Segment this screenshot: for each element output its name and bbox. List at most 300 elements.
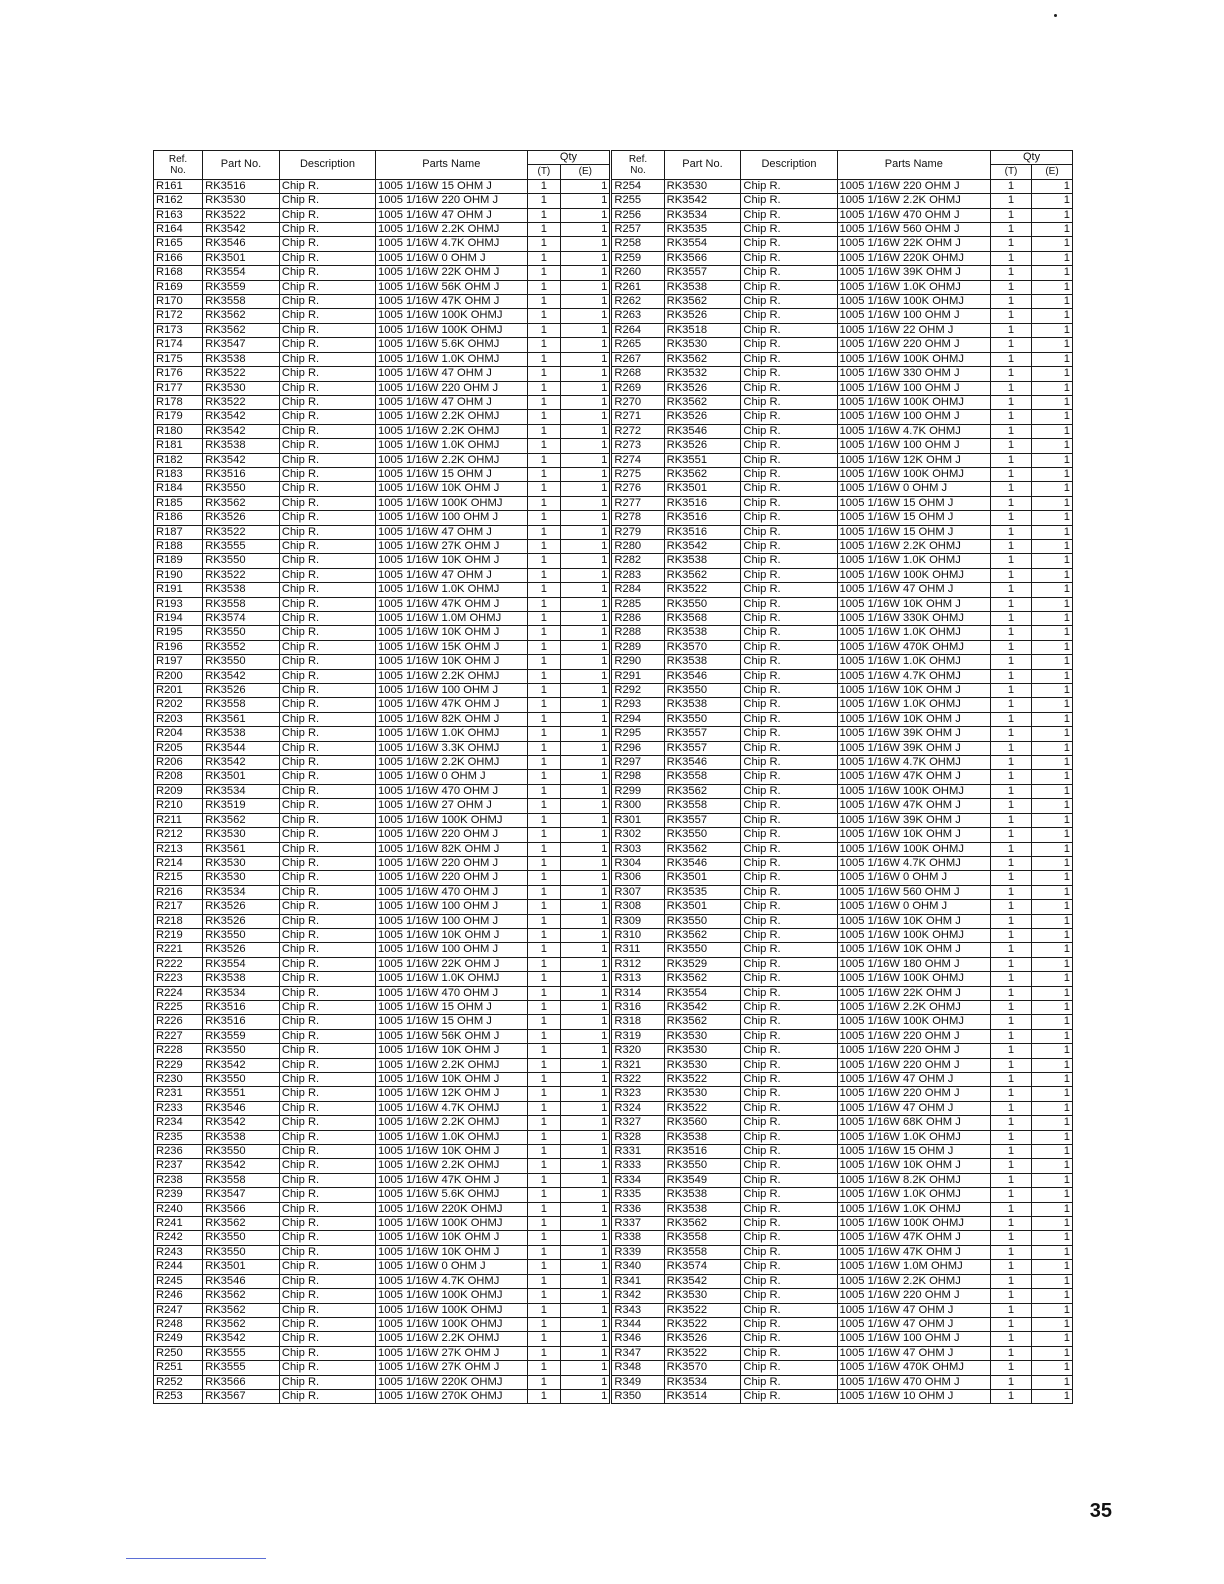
table-row xyxy=(154,1101,1073,1115)
qty-t-cell-left: 1 xyxy=(527,813,561,827)
description-cell-left: Chip R. xyxy=(279,453,375,467)
qty-t-cell-right: 1 xyxy=(991,943,1032,957)
ref-no-cell-left: R219 xyxy=(154,928,203,942)
table-row xyxy=(154,640,1073,654)
qty-t-cell-right: 1 xyxy=(991,655,1032,669)
part-no-cell-right: RK3546 xyxy=(664,424,741,438)
part-no-cell-left: RK3547 xyxy=(203,338,280,352)
qty-e-cell-right: 1 xyxy=(1031,1217,1072,1231)
part-no-cell-left: RK3538 xyxy=(203,352,280,366)
qty-e-cell-left: 1 xyxy=(561,1044,611,1058)
parts-name-cell-right: 1005 1/16W 10K OHM J xyxy=(837,828,991,842)
table-row xyxy=(154,352,1073,366)
parts-name-cell-left: 1005 1/16W 2.2K OHMJ xyxy=(376,669,527,683)
parts-name-cell-left: 1005 1/16W 0 OHM J xyxy=(376,770,527,784)
description-cell-right: Chip R. xyxy=(741,1361,837,1375)
qty-t-cell-left: 1 xyxy=(527,1289,561,1303)
part-no-cell-right: RK3516 xyxy=(664,525,741,539)
ref-no-cell-right: R324 xyxy=(611,1101,664,1115)
qty-e-cell-left: 1 xyxy=(561,424,611,438)
description-cell-left: Chip R. xyxy=(279,756,375,770)
ref-no-cell-left: R215 xyxy=(154,871,203,885)
table-row xyxy=(154,1245,1073,1259)
ref-no-cell-left: R189 xyxy=(154,554,203,568)
qty-e-cell-right: 1 xyxy=(1031,698,1072,712)
table-row xyxy=(154,1375,1073,1389)
ref-no-cell-left: R226 xyxy=(154,1015,203,1029)
description-cell-left: Chip R. xyxy=(279,1130,375,1144)
qty-t-cell-right: 1 xyxy=(991,698,1032,712)
description-cell-right: Chip R. xyxy=(741,1145,837,1159)
table-row xyxy=(154,885,1073,899)
parts-name-cell-left: 1005 1/16W 82K OHM J xyxy=(376,842,527,856)
table-row xyxy=(154,179,1073,193)
table-row xyxy=(154,208,1073,222)
parts-name-cell-right: 1005 1/16W 10K OHM J xyxy=(837,1159,991,1173)
description-cell-left: Chip R. xyxy=(279,712,375,726)
parts-name-cell-right: 1005 1/16W 220 OHM J xyxy=(837,179,991,193)
qty-t-cell-right: 1 xyxy=(991,1231,1032,1245)
ref-no-cell-left: R234 xyxy=(154,1116,203,1130)
part-no-cell-left: RK3550 xyxy=(203,1245,280,1259)
parts-name-cell-left: 1005 1/16W 15 OHM J xyxy=(376,467,527,481)
part-no-cell-left: RK3550 xyxy=(203,554,280,568)
ref-no-cell-left: R190 xyxy=(154,568,203,582)
table-row xyxy=(154,957,1073,971)
qty-t-cell-right: 1 xyxy=(991,1188,1032,1202)
qty-t-cell-left: 1 xyxy=(527,1346,561,1360)
parts-name-cell-left: 1005 1/16W 47K OHM J xyxy=(376,698,527,712)
qty-t-cell-left: 1 xyxy=(527,554,561,568)
ref-no-cell-right: R294 xyxy=(611,712,664,726)
part-no-cell-right: RK3538 xyxy=(664,1130,741,1144)
ref-no-cell-left: R221 xyxy=(154,943,203,957)
ref-no-cell-left: R233 xyxy=(154,1101,203,1115)
part-no-cell-right: RK3562 xyxy=(664,352,741,366)
qty-e-cell-left: 1 xyxy=(561,1303,611,1317)
part-no-cell-right: RK3550 xyxy=(664,828,741,842)
parts-name-cell-left: 1005 1/16W 47K OHM J xyxy=(376,597,527,611)
part-no-cell-right: RK3550 xyxy=(664,712,741,726)
footer-rule xyxy=(126,1558,266,1559)
part-no-cell-left: RK3562 xyxy=(203,813,280,827)
parts-name-cell-right: 1005 1/16W 47K OHM J xyxy=(837,799,991,813)
parts-name-cell-left: 1005 1/16W 15 OHM J xyxy=(376,1015,527,1029)
parts-name-cell-left: 1005 1/16W 2.2K OHMJ xyxy=(376,1332,527,1346)
qty-e-cell-right: 1 xyxy=(1031,453,1072,467)
table-row xyxy=(154,410,1073,424)
qty-e-cell-left: 1 xyxy=(561,597,611,611)
parts-name-cell-left: 1005 1/16W 2.2K OHMJ xyxy=(376,453,527,467)
parts-name-cell-right: 1005 1/16W 1.0K OHMJ xyxy=(837,655,991,669)
qty-e-cell-right: 1 xyxy=(1031,871,1072,885)
qty-t-cell-left: 1 xyxy=(527,943,561,957)
qty-e-cell-right: 1 xyxy=(1031,266,1072,280)
parts-name-cell-right: 1005 1/16W 22 OHM J xyxy=(837,323,991,337)
parts-name-cell-right: 1005 1/16W 100K OHMJ xyxy=(837,1217,991,1231)
ref-no-cell-right: R254 xyxy=(611,179,664,193)
description-cell-left: Chip R. xyxy=(279,251,375,265)
qty-t-cell-left: 1 xyxy=(527,986,561,1000)
qty-t-cell-right: 1 xyxy=(991,367,1032,381)
qty-t-cell-left: 1 xyxy=(527,684,561,698)
ref-no-cell-left: R212 xyxy=(154,828,203,842)
ref-no-cell-right: R265 xyxy=(611,338,664,352)
table-row xyxy=(154,1332,1073,1346)
qty-e-cell-right: 1 xyxy=(1031,1317,1072,1331)
qty-e-cell-right: 1 xyxy=(1031,741,1072,755)
ref-no-cell-right: R347 xyxy=(611,1346,664,1360)
description-cell-right: Chip R. xyxy=(741,856,837,870)
description-cell-right: Chip R. xyxy=(741,367,837,381)
parts-name-cell-right: 1005 1/16W 100K OHMJ xyxy=(837,295,991,309)
part-no-cell-left: RK3558 xyxy=(203,698,280,712)
qty-e-cell-right: 1 xyxy=(1031,712,1072,726)
ref-no-cell-left: R194 xyxy=(154,612,203,626)
no-label: No. xyxy=(170,164,186,176)
qty-t-cell-right: 1 xyxy=(991,280,1032,294)
qty-t-cell-right: 1 xyxy=(991,1361,1032,1375)
part-no-cell-left: RK3530 xyxy=(203,828,280,842)
description-cell-left: Chip R. xyxy=(279,1044,375,1058)
qty-e-cell-left: 1 xyxy=(561,684,611,698)
qty-t-cell-right: 1 xyxy=(991,1101,1032,1115)
parts-name-cell-left: 1005 1/16W 27K OHM J xyxy=(376,1361,527,1375)
qty-e-cell-right: 1 xyxy=(1031,1375,1072,1389)
qty-t-cell-right: 1 xyxy=(991,914,1032,928)
ref-no-header-left xyxy=(154,151,203,180)
part-no-cell-left: RK3562 xyxy=(203,1317,280,1331)
description-cell-right: Chip R. xyxy=(741,194,837,208)
table-row xyxy=(154,237,1073,251)
qty-t-cell-right: 1 xyxy=(991,1274,1032,1288)
description-cell-left: Chip R. xyxy=(279,1274,375,1288)
ref-no-cell-right: R256 xyxy=(611,208,664,222)
qty-t-cell-right: 1 xyxy=(991,1058,1032,1072)
qty-t-cell-left: 1 xyxy=(527,727,561,741)
table-row xyxy=(154,799,1073,813)
part-no-cell-left: RK3538 xyxy=(203,1130,280,1144)
part-no-cell-right: RK3529 xyxy=(664,957,741,971)
description-cell-right: Chip R. xyxy=(741,943,837,957)
ref-no-cell-right: R297 xyxy=(611,756,664,770)
parts-name-cell-right: 1005 1/16W 100K OHMJ xyxy=(837,352,991,366)
part-no-cell-left: RK3516 xyxy=(203,179,280,193)
description-cell-left: Chip R. xyxy=(279,626,375,640)
ref-no-cell-right: R267 xyxy=(611,352,664,366)
part-no-cell-right: RK3557 xyxy=(664,266,741,280)
description-cell-left: Chip R. xyxy=(279,1217,375,1231)
qty-t-cell-right: 1 xyxy=(991,784,1032,798)
table-row xyxy=(154,539,1073,553)
parts-name-cell-right: 1005 1/16W 1.0K OHMJ xyxy=(837,1188,991,1202)
part-no-cell-left: RK3550 xyxy=(203,928,280,942)
qty-t-header-left: (T) xyxy=(527,165,561,179)
parts-name-cell-right: 1005 1/16W 10K OHM J xyxy=(837,712,991,726)
part-no-cell-right: RK3538 xyxy=(664,655,741,669)
ref-no-cell-right: R291 xyxy=(611,669,664,683)
part-no-cell-left: RK3522 xyxy=(203,367,280,381)
part-no-cell-right: RK3562 xyxy=(664,295,741,309)
parts-name-cell-left: 1005 1/16W 220 OHM J xyxy=(376,381,527,395)
table-row xyxy=(154,1361,1073,1375)
qty-e-cell-right: 1 xyxy=(1031,928,1072,942)
ref-no-cell-right: R273 xyxy=(611,439,664,453)
parts-name-cell-left: 1005 1/16W 10K OHM J xyxy=(376,1073,527,1087)
parts-name-cell-right: 1005 1/16W 220K OHMJ xyxy=(837,251,991,265)
ref-no-cell-left: R177 xyxy=(154,381,203,395)
parts-name-cell-left: 1005 1/16W 2.2K OHMJ xyxy=(376,223,527,237)
qty-e-cell-left: 1 xyxy=(561,194,611,208)
qty-e-cell-left: 1 xyxy=(561,1000,611,1014)
parts-name-cell-right: 1005 1/16W 180 OHM J xyxy=(837,957,991,971)
qty-e-cell-left: 1 xyxy=(561,439,611,453)
qty-t-cell-right: 1 xyxy=(991,1159,1032,1173)
table-row xyxy=(154,1000,1073,1014)
qty-t-cell-left: 1 xyxy=(527,856,561,870)
part-no-cell-right: RK3550 xyxy=(664,684,741,698)
table-row xyxy=(154,266,1073,280)
description-cell-right: Chip R. xyxy=(741,1303,837,1317)
ref-no-cell-right: R263 xyxy=(611,309,664,323)
qty-e-cell-right: 1 xyxy=(1031,194,1072,208)
qty-t-cell-left: 1 xyxy=(527,381,561,395)
ref-no-cell-left: R186 xyxy=(154,511,203,525)
ref-no-cell-right: R286 xyxy=(611,612,664,626)
table-row xyxy=(154,684,1073,698)
qty-t-cell-right: 1 xyxy=(991,208,1032,222)
ref-no-cell-left: R240 xyxy=(154,1202,203,1216)
part-no-cell-right: RK3530 xyxy=(664,338,741,352)
parts-name-cell-right: 1005 1/16W 47 OHM J xyxy=(837,1346,991,1360)
ref-no-cell-left: R214 xyxy=(154,856,203,870)
qty-e-cell-right: 1 xyxy=(1031,914,1072,928)
qty-t-cell-right: 1 xyxy=(991,179,1032,193)
description-cell-left: Chip R. xyxy=(279,496,375,510)
qty-t-cell-right: 1 xyxy=(991,712,1032,726)
qty-t-cell-left: 1 xyxy=(527,1303,561,1317)
table-row xyxy=(154,1289,1073,1303)
qty-e-cell-right: 1 xyxy=(1031,626,1072,640)
qty-t-cell-left: 1 xyxy=(527,712,561,726)
parts-name-cell-right: 1005 1/16W 100K OHMJ xyxy=(837,928,991,942)
part-no-cell-left: RK3530 xyxy=(203,194,280,208)
qty-e-cell-right: 1 xyxy=(1031,986,1072,1000)
parts-name-cell-left: 1005 1/16W 1.0K OHMJ xyxy=(376,972,527,986)
qty-t-cell-left: 1 xyxy=(527,1087,561,1101)
ref-no-cell-left: R175 xyxy=(154,352,203,366)
part-no-cell-left: RK3530 xyxy=(203,871,280,885)
part-no-cell-left: RK3534 xyxy=(203,885,280,899)
qty-t-cell-right: 1 xyxy=(991,813,1032,827)
qty-e-cell-left: 1 xyxy=(561,280,611,294)
qty-e-cell-left: 1 xyxy=(561,381,611,395)
ref-no-cell-right: R259 xyxy=(611,251,664,265)
part-no-cell-left: RK3522 xyxy=(203,525,280,539)
qty-t-cell-left: 1 xyxy=(527,323,561,337)
part-no-cell-left: RK3555 xyxy=(203,1346,280,1360)
qty-e-cell-left: 1 xyxy=(561,1101,611,1115)
qty-t-cell-right: 1 xyxy=(991,1303,1032,1317)
description-cell-left: Chip R. xyxy=(279,813,375,827)
qty-e-cell-right: 1 xyxy=(1031,756,1072,770)
qty-t-cell-right: 1 xyxy=(991,309,1032,323)
qty-t-cell-left: 1 xyxy=(527,539,561,553)
qty-t-cell-right: 1 xyxy=(991,1130,1032,1144)
qty-t-cell-right: 1 xyxy=(991,1245,1032,1259)
qty-e-cell-left: 1 xyxy=(561,928,611,942)
part-no-cell-right: RK3574 xyxy=(664,1260,741,1274)
parts-name-cell-left: 1005 1/16W 100K OHMJ xyxy=(376,496,527,510)
parts-name-cell-left: 1005 1/16W 2.2K OHMJ xyxy=(376,756,527,770)
table-row xyxy=(154,381,1073,395)
part-no-cell-right: RK3516 xyxy=(664,496,741,510)
description-cell-left: Chip R. xyxy=(279,539,375,553)
parts-name-cell-right: 1005 1/16W 220 OHM J xyxy=(837,1029,991,1043)
ref-no-cell-left: R169 xyxy=(154,280,203,294)
qty-e-cell-right: 1 xyxy=(1031,669,1072,683)
parts-name-cell-left: 1005 1/16W 82K OHM J xyxy=(376,712,527,726)
description-cell-left: Chip R. xyxy=(279,1058,375,1072)
ref-no-cell-right: R313 xyxy=(611,972,664,986)
part-no-cell-right: RK3562 xyxy=(664,467,741,481)
description-cell-right: Chip R. xyxy=(741,684,837,698)
part-no-cell-left: RK3574 xyxy=(203,612,280,626)
qty-e-cell-right: 1 xyxy=(1031,381,1072,395)
part-no-cell-right: RK3562 xyxy=(664,568,741,582)
qty-e-cell-right: 1 xyxy=(1031,1188,1072,1202)
parts-name-cell-left: 1005 1/16W 15 OHM J xyxy=(376,179,527,193)
part-no-cell-left: RK3530 xyxy=(203,856,280,870)
qty-t-cell-left: 1 xyxy=(527,784,561,798)
qty-e-cell-right: 1 xyxy=(1031,554,1072,568)
part-no-cell-right: RK3530 xyxy=(664,1058,741,1072)
qty-t-cell-right: 1 xyxy=(991,1044,1032,1058)
qty-e-cell-right: 1 xyxy=(1031,1159,1072,1173)
qty-t-cell-left: 1 xyxy=(527,1361,561,1375)
qty-e-cell-right: 1 xyxy=(1031,655,1072,669)
parts-name-cell-left: 1005 1/16W 220 OHM J xyxy=(376,828,527,842)
ref-no-cell-left: R173 xyxy=(154,323,203,337)
qty-t-cell-left: 1 xyxy=(527,842,561,856)
part-no-cell-left: RK3550 xyxy=(203,655,280,669)
qty-e-cell-left: 1 xyxy=(561,511,611,525)
ref-no-cell-left: R224 xyxy=(154,986,203,1000)
qty-e-cell-left: 1 xyxy=(561,352,611,366)
qty-e-cell-right: 1 xyxy=(1031,1029,1072,1043)
ref-no-cell-left: R166 xyxy=(154,251,203,265)
part-no-cell-left: RK3516 xyxy=(203,1015,280,1029)
parts-name-cell-left: 1005 1/16W 100 OHM J xyxy=(376,511,527,525)
part-no-cell-right: RK3562 xyxy=(664,972,741,986)
qty-header-right: Qty xyxy=(991,151,1073,165)
qty-t-cell-right: 1 xyxy=(991,381,1032,395)
ref-no-cell-right: R328 xyxy=(611,1130,664,1144)
qty-t-cell-left: 1 xyxy=(527,957,561,971)
description-cell-left: Chip R. xyxy=(279,770,375,784)
parts-name-cell-right: 1005 1/16W 47 OHM J xyxy=(837,1303,991,1317)
parts-name-cell-right: 1005 1/16W 560 OHM J xyxy=(837,223,991,237)
table-row xyxy=(154,972,1073,986)
qty-t-cell-left: 1 xyxy=(527,1073,561,1087)
part-no-cell-right: RK3562 xyxy=(664,1217,741,1231)
parts-name-cell-left: 1005 1/16W 1.0M OHMJ xyxy=(376,612,527,626)
description-cell-right: Chip R. xyxy=(741,756,837,770)
description-cell-left: Chip R. xyxy=(279,1029,375,1043)
qty-e-cell-left: 1 xyxy=(561,1389,611,1403)
parts-name-cell-left: 1005 1/16W 47 OHM J xyxy=(376,367,527,381)
part-no-cell-right: RK3538 xyxy=(664,280,741,294)
description-cell-right: Chip R. xyxy=(741,626,837,640)
qty-t-cell-right: 1 xyxy=(991,957,1032,971)
description-cell-right: Chip R. xyxy=(741,338,837,352)
ref-no-cell-right: R301 xyxy=(611,813,664,827)
part-no-cell-left: RK3546 xyxy=(203,237,280,251)
qty-t-cell-right: 1 xyxy=(991,1116,1032,1130)
part-no-cell-left: RK3544 xyxy=(203,741,280,755)
table-row xyxy=(154,871,1073,885)
parts-name-cell-left: 1005 1/16W 220K OHMJ xyxy=(376,1375,527,1389)
ref-no-cell-left: R238 xyxy=(154,1173,203,1187)
part-no-cell-right: RK3538 xyxy=(664,698,741,712)
part-no-cell-right: RK3538 xyxy=(664,1202,741,1216)
ref-no-cell-left: R225 xyxy=(154,1000,203,1014)
ref-no-cell-right: R334 xyxy=(611,1173,664,1187)
qty-e-cell-right: 1 xyxy=(1031,1346,1072,1360)
ref-no-cell-right: R292 xyxy=(611,684,664,698)
description-cell-left: Chip R. xyxy=(279,727,375,741)
qty-e-cell-left: 1 xyxy=(561,525,611,539)
qty-e-cell-right: 1 xyxy=(1031,251,1072,265)
ref-no-cell-right: R309 xyxy=(611,914,664,928)
qty-e-cell-right: 1 xyxy=(1031,828,1072,842)
qty-t-cell-left: 1 xyxy=(527,1317,561,1331)
qty-e-cell-right: 1 xyxy=(1031,784,1072,798)
ref-no-cell-left: R205 xyxy=(154,741,203,755)
table-row xyxy=(154,439,1073,453)
part-no-cell-left: RK3538 xyxy=(203,972,280,986)
description-cell-right: Chip R. xyxy=(741,972,837,986)
part-no-cell-right: RK3546 xyxy=(664,856,741,870)
description-cell-left: Chip R. xyxy=(279,698,375,712)
qty-t-cell-left: 1 xyxy=(527,1015,561,1029)
table-row xyxy=(154,295,1073,309)
description-cell-left: Chip R. xyxy=(279,885,375,899)
parts-name-cell-right: 1005 1/16W 100K OHMJ xyxy=(837,784,991,798)
parts-name-cell-left: 1005 1/16W 10K OHM J xyxy=(376,626,527,640)
qty-t-cell-right: 1 xyxy=(991,799,1032,813)
description-cell-left: Chip R. xyxy=(279,1087,375,1101)
ref-no-cell-right: R327 xyxy=(611,1116,664,1130)
qty-t-cell-left: 1 xyxy=(527,597,561,611)
qty-t-cell-left: 1 xyxy=(527,612,561,626)
parts-name-cell-right: 1005 1/16W 12K OHM J xyxy=(837,453,991,467)
description-cell-left: Chip R. xyxy=(279,1202,375,1216)
qty-e-cell-left: 1 xyxy=(561,1087,611,1101)
ref-no-cell-right: R258 xyxy=(611,237,664,251)
part-no-cell-right: RK3530 xyxy=(664,1029,741,1043)
description-cell-left: Chip R. xyxy=(279,395,375,409)
description-cell-left: Chip R. xyxy=(279,208,375,222)
qty-t-cell-left: 1 xyxy=(527,1044,561,1058)
part-no-cell-left: RK3542 xyxy=(203,1116,280,1130)
parts-name-cell-left: 1005 1/16W 10K OHM J xyxy=(376,482,527,496)
part-no-cell-left: RK3554 xyxy=(203,957,280,971)
part-no-cell-left: RK3526 xyxy=(203,684,280,698)
ref-no-cell-right: R300 xyxy=(611,799,664,813)
description-cell-right: Chip R. xyxy=(741,669,837,683)
qty-e-cell-right: 1 xyxy=(1031,597,1072,611)
